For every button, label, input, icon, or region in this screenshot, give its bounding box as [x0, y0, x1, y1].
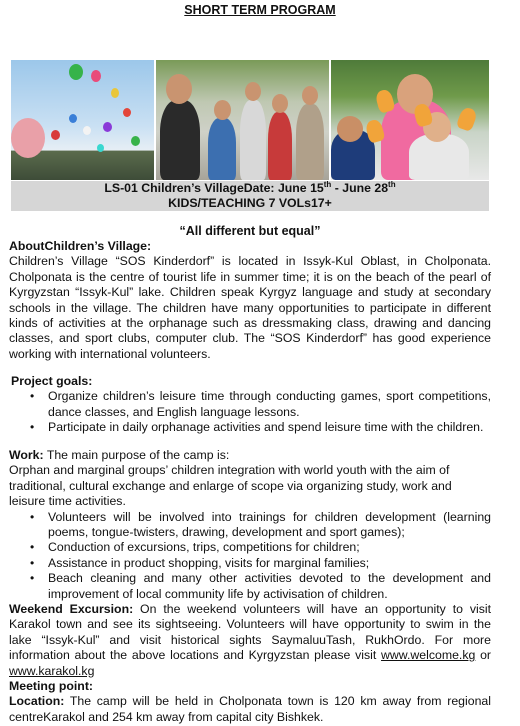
karakol-link[interactable]: www.karakol.kg [9, 663, 95, 678]
work-list [9, 510, 491, 602]
goals-section [9, 374, 491, 436]
motto: “All different but equal” [179, 224, 321, 238]
work-section [9, 448, 491, 602]
list-item: • Beach cleaning and many other activities devoted to the development and improvement of local community life by activisation of children. [9, 571, 491, 602]
about-section [9, 239, 491, 362]
balloons-photo [11, 60, 154, 180]
meeting-heading: Meeting point: [9, 679, 94, 693]
welcome-link[interactable]: www.welcome.kg [381, 648, 476, 663]
list-item: • Participate in daily orphanage activities and spend leisure time with the children. [9, 420, 491, 435]
banner-line-1: LS-01 Children’s VillageDate: June 15th - June 28th [104, 179, 396, 195]
goals-heading: Project goals: [11, 374, 93, 388]
photo-strip [11, 60, 489, 180]
location-label: Location: [9, 694, 65, 709]
kids-waving-photo [331, 60, 489, 180]
list-item: • Conduction of excursions, trips, competitions for children; [9, 540, 491, 555]
list-item: • Volunteers will be involved into trainings for children development (learning poems, tongue-twisters, drawing, development and sport games); [9, 510, 491, 541]
goals-list [9, 389, 491, 435]
meeting-section [9, 679, 491, 725]
weekend-heading: Weekend Excursion: [9, 602, 134, 616]
work-heading-line [9, 448, 491, 463]
work-intro: The main purpose of the camp is: [43, 448, 230, 462]
work-heading: Work: [9, 448, 44, 462]
page-title: SHORT TERM PROGRAM [184, 3, 336, 17]
list-item: • Assistance in product shopping, visits for marginal families; [9, 556, 491, 571]
about-heading: AboutChildren’s Village: [9, 239, 152, 253]
about-text: Children’s Village “SOS Kinderdorf” is located in Issyk-Kul Oblast, in Cholponata. Cholponata is the centre of tourist life in summer time; it is on the beach of the pearl of Kyrgyzstan “Issyk-Kul” lake. Children speak Kyrgyz language and study at secondary schools in the village. The children have many opportunities to participate in different kinds of activities at the orphanage such as dressmaking class, drawing and dancing classes, and sport clubs, computer club. The “SOS Kinderdorf” has good experience working with international volunteers. [9, 254, 491, 361]
list-item: • Organize children’s leisure time through conducting games, sport competitions, dance classes, and English language lessons. [9, 389, 491, 420]
location-text: The camp will be held in Cholponata town is 120 km away from regional centreKarakol and 254 km away from capital city Bishkek. [9, 694, 491, 724]
work-text: Orphan and marginal groups’ children integration with world youth with the aim of traditional, cultural exchange and enlarge of scope via organizing study, work and leisure time activities. [9, 463, 452, 509]
banner-line-2: KIDS/TEACHING 7 VOLs17+ [168, 196, 332, 210]
kids-running-photo [156, 60, 329, 180]
weekend-section: Weekend Excursion: On the weekend volunteers will have an opportunity to visit Karakol town and see its sightseeing. Volunteers will have opportunity to swim in the lake “Issyk-Kul” and visit historical sights SaymaluuTash, RukhOrdo. For more information about the above locations and Kyrgyzstan please visit www.welcome.kg or www.karakol.kg [9, 602, 492, 678]
meeting-location [9, 694, 491, 725]
weekend-text: On the weekend volunteers will have an opportunity to visit Karakol town and see its sightseeing. Volunteers will have opportunity to swim in the lake “Issyk-Kul” and visit historical sights SaymaluuTash, RukhOrdo. For more information about the above locations and Kyrgyzstan please visit [9, 602, 491, 663]
program-banner [11, 181, 489, 211]
